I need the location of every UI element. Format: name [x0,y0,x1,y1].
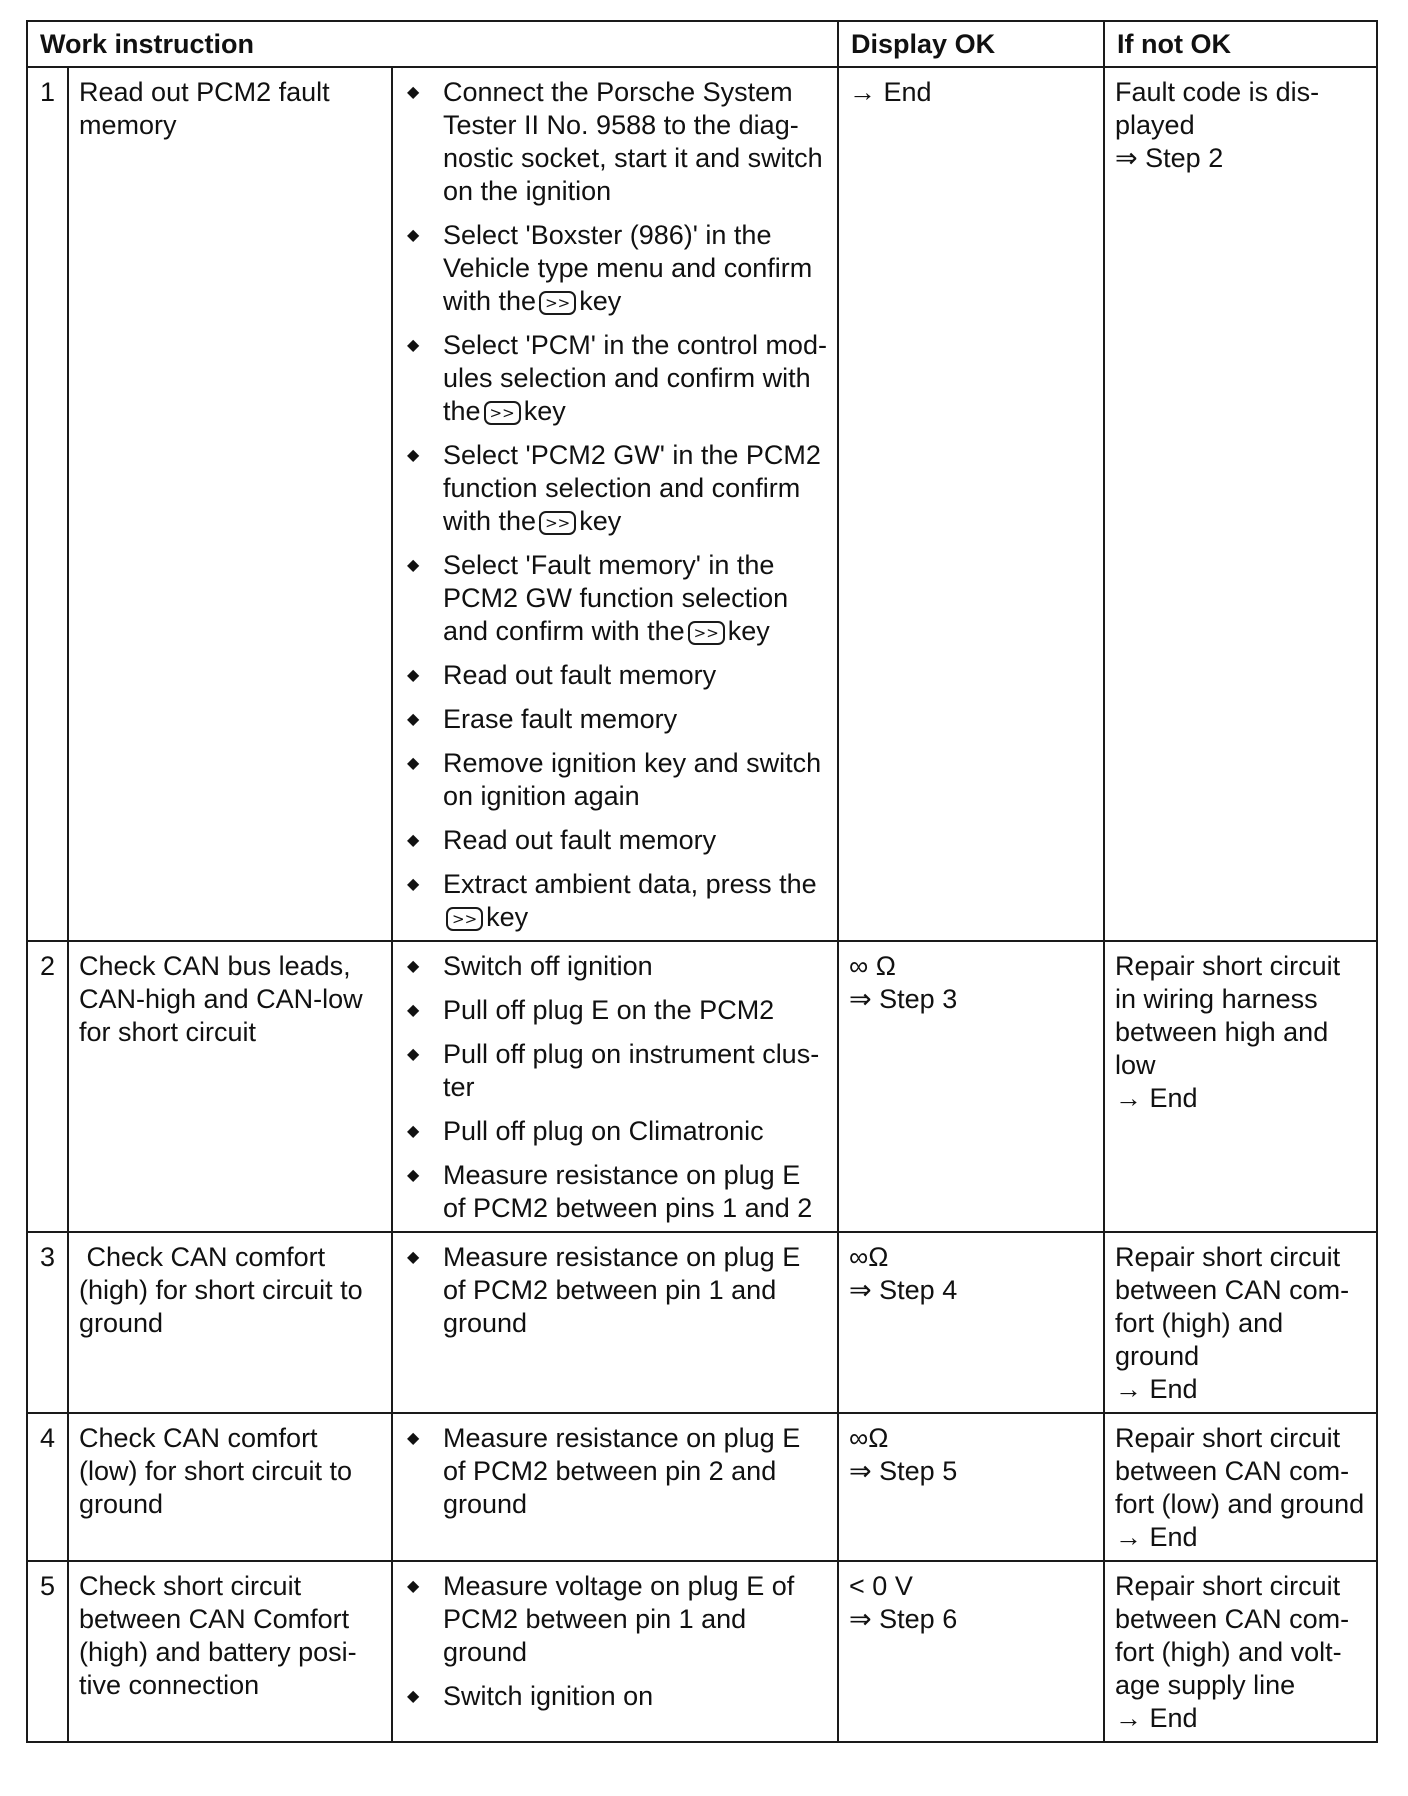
step-instructions [392,1232,838,1413]
forward-key-icon: >> [539,291,576,315]
list-item: ◆ Remove ignition key and switch on ignition again [407,748,822,811]
if-not-ok-line: → End [1115,1083,1198,1113]
diamond-bullet-icon: ◆ [407,1167,420,1184]
display-ok-line: ⇒ Step 5 [849,1456,958,1486]
display-ok-cell [838,1413,1104,1561]
if-not-ok-cell [1104,67,1377,941]
if-not-ok-line: Repair short circuit in wiring harness between high and low [1115,951,1341,1080]
display-ok-cell [838,67,1104,941]
display-ok-line: ⇒ Step 6 [849,1604,958,1634]
if-not-ok-line: Repair short circuit between CAN com-fort (high) and volt-age supply line [1115,1571,1350,1700]
forward-key-icon: >> [484,401,521,425]
step-number: 2 [27,941,68,1232]
display-ok-line: ∞ Ω [849,951,896,981]
if-not-ok-line: Repair short circuit between CAN com-fort (low) and ground [1115,1423,1365,1519]
diamond-bullet-icon: ◆ [407,447,420,464]
display-ok-cell [838,1232,1104,1413]
diamond-bullet-icon: ◆ [407,755,420,772]
list-item: ◆ Measure resistance on plug E of PCM2 between pin 2 and ground [407,1423,801,1519]
if-not-ok-line: → End [1115,1522,1198,1552]
display-ok-line: ⇒ Step 3 [849,984,958,1014]
list-item: ◆ Read out fault memory [407,660,717,690]
table-row [27,67,1377,941]
if-not-ok-line: Fault code is dis-played [1115,77,1320,140]
display-ok-line: → End [849,77,932,107]
diamond-bullet-icon: ◆ [407,84,420,101]
list-item: ◆ Select 'Boxster (986)' in the Vehicle type menu and confirm with the >> key [407,220,813,316]
list-item: ◆ Measure resistance on plug E of PCM2 between pins 1 and 2 [407,1160,813,1223]
list-item: ◆ Erase fault memory [407,704,678,734]
list-item: ◆ Pull off plug E on the PCM2 [407,995,775,1025]
diamond-bullet-icon: ◆ [407,711,420,728]
diamond-bullet-icon: ◆ [407,1249,420,1266]
step-number: 1 [27,67,68,941]
diamond-bullet-icon: ◆ [407,832,420,849]
work-instruction-sheet [26,20,1376,1743]
list-item: ◆ Select 'Fault memory' in the PCM2 GW function selection and confirm with the >> key [407,550,789,646]
step-instructions [392,941,838,1232]
forward-key-icon: >> [688,621,725,645]
diamond-bullet-icon: ◆ [407,1430,420,1447]
diamond-bullet-icon: ◆ [407,1002,420,1019]
table-row [27,941,1377,1232]
header-if-not-ok: If not OK [1104,21,1377,67]
diamond-bullet-icon: ◆ [407,1578,420,1595]
step-task: Check short circuit between CAN Comfort (high) and battery posi-tive connection [68,1561,392,1742]
header-work-instruction: Work instruction [27,21,838,67]
list-item: ◆ Pull off plug on instrument clus-ter [407,1039,820,1102]
table-row [27,1561,1377,1742]
step-task: Read out PCM2 fault memory [68,67,392,941]
header-display-ok: Display OK [838,21,1104,67]
list-item: ◆ Switch ignition on [407,1681,654,1711]
display-ok-line: ∞Ω [849,1242,889,1272]
diamond-bullet-icon: ◆ [407,876,420,893]
diamond-bullet-icon: ◆ [407,667,420,684]
table-row [27,1232,1377,1413]
step-task: Check CAN comfort (high) for short circuit to ground [68,1232,392,1413]
if-not-ok-cell [1104,1561,1377,1742]
if-not-ok-line: → End [1115,1703,1198,1733]
table-header-row [27,21,1377,67]
table-row [27,1413,1377,1561]
forward-key-icon: >> [539,511,576,535]
diamond-bullet-icon: ◆ [407,1688,420,1705]
display-ok-line: ⇒ Step 4 [849,1275,958,1305]
if-not-ok-line: ⇒ Step 2 [1115,143,1224,173]
list-item: ◆ Read out fault memory [407,825,717,855]
if-not-ok-line: Repair short circuit between CAN com-fort (high) and ground [1115,1242,1350,1371]
display-ok-cell [838,1561,1104,1742]
step-instructions [392,1413,838,1561]
display-ok-line: ∞Ω [849,1423,889,1453]
if-not-ok-cell [1104,1232,1377,1413]
step-task: Check CAN bus leads, CAN-high and CAN-low for short circuit [68,941,392,1232]
diamond-bullet-icon: ◆ [407,958,420,975]
step-number: 4 [27,1413,68,1561]
list-item: ◆ Select 'PCM2 GW' in the PCM2 function selection and confirm with the >> key [407,440,821,536]
diamond-bullet-icon: ◆ [407,1046,420,1063]
list-item: ◆ Measure voltage on plug E of PCM2 between pin 1 and ground [407,1571,795,1667]
display-ok-line: < 0 V [849,1571,913,1601]
list-item: ◆ Select 'PCM' in the control mod-ules selection and confirm with the >> key [407,330,827,426]
if-not-ok-cell [1104,1413,1377,1561]
forward-key-icon: >> [446,907,483,931]
list-item: ◆ Pull off plug on Climatronic [407,1116,764,1146]
step-number: 3 [27,1232,68,1413]
diamond-bullet-icon: ◆ [407,557,420,574]
diamond-bullet-icon: ◆ [407,1123,420,1140]
if-not-ok-line: → End [1115,1374,1198,1404]
if-not-ok-cell [1104,941,1377,1232]
list-item: ◆ Measure resistance on plug E of PCM2 between pin 1 and ground [407,1242,801,1338]
step-number: 5 [27,1561,68,1742]
list-item: ◆ Switch off ignition [407,951,653,981]
step-task: Check CAN comfort (low) for short circuit to ground [68,1413,392,1561]
work-instruction-table [26,20,1378,1743]
diamond-bullet-icon: ◆ [407,227,420,244]
step-instructions [392,67,838,941]
list-item: ◆ Extract ambient data, press the>> key [407,869,817,932]
display-ok-cell [838,941,1104,1232]
list-item: ◆ Connect the Porsche System Tester II No. 9588 to the diag-nostic socket, start it and switch on the ignition [407,77,823,206]
diamond-bullet-icon: ◆ [407,337,420,354]
step-instructions [392,1561,838,1742]
